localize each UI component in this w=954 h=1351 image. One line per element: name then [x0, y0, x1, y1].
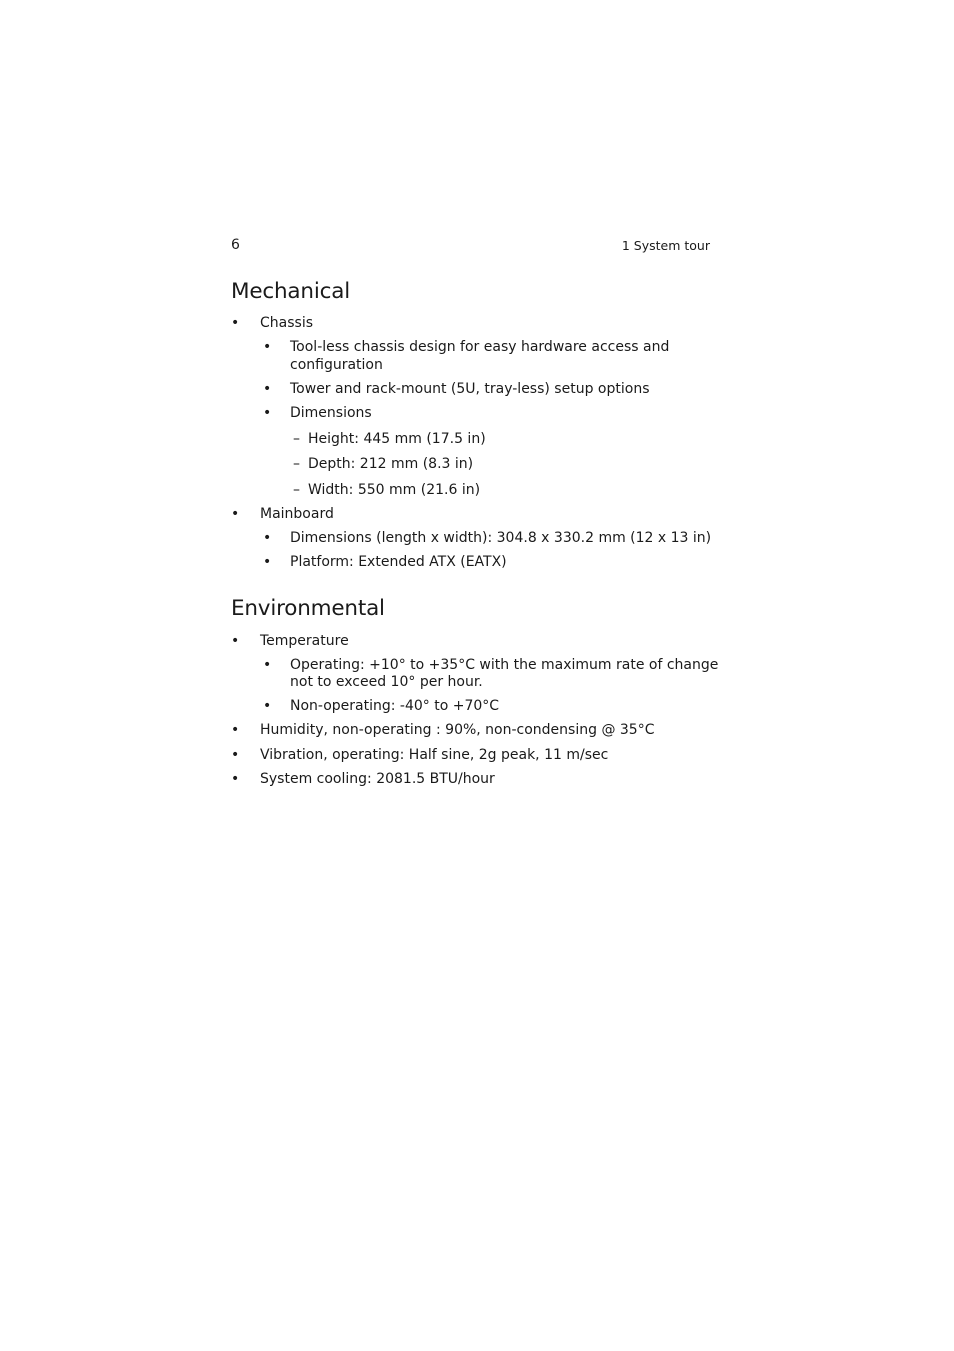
temperature-label: Temperature	[260, 633, 349, 649]
bullet-icon: •	[231, 747, 240, 763]
bullet-icon: •	[231, 315, 240, 331]
mechanical-heading: Mechanical	[231, 279, 350, 304]
bullet-icon: •	[263, 554, 272, 570]
bullet-icon: •	[263, 339, 272, 355]
mainboard-item-dimensions: Dimensions (length x width): 304.8 x 330.2 mm (12 x 13 in)	[290, 530, 712, 546]
humidity-item: Humidity, non-operating : 90%, non-condensing @ 35°C	[260, 722, 655, 738]
chassis-item-toolless-line2: configuration	[290, 357, 383, 373]
dimension-depth: Depth: 212 mm (8.3 in)	[308, 456, 474, 472]
chassis-item-setup: Tower and rack-mount (5U, tray-less) setup options	[290, 381, 650, 397]
temperature-nonoperating: Non-operating: -40° to +70°C	[290, 698, 500, 714]
vibration-item: Vibration, operating: Half sine, 2g peak, 11 m/sec	[260, 747, 609, 763]
chassis-item-toolless-line1: Tool-less chassis design for easy hardware access and	[290, 339, 670, 355]
temperature-operating-line2: not to exceed 10° per hour.	[290, 674, 483, 690]
dash-icon: –	[293, 482, 300, 498]
bullet-icon: •	[231, 633, 240, 649]
dash-icon: –	[293, 431, 300, 447]
chapter-label: 1 System tour	[621, 238, 710, 253]
bullet-icon: •	[263, 405, 272, 421]
environmental-heading: Environmental	[231, 596, 385, 621]
cooling-item: System cooling: 2081.5 BTU/hour	[260, 771, 495, 787]
temperature-operating-line1: Operating: +10° to +35°C with the maximum rate of change	[290, 657, 719, 673]
page-number: 6	[231, 237, 240, 253]
bullet-icon: •	[231, 722, 240, 738]
bullet-icon: •	[263, 530, 272, 546]
bullet-icon: •	[263, 381, 272, 397]
bullet-icon: •	[231, 506, 240, 522]
bullet-icon: •	[263, 657, 272, 673]
dash-icon: –	[293, 456, 300, 472]
bullet-icon: •	[263, 698, 272, 714]
dimension-height: Height: 445 mm (17.5 in)	[308, 431, 486, 447]
chassis-label: Chassis	[260, 315, 313, 331]
dimension-width: Width: 550 mm (21.6 in)	[308, 482, 481, 498]
bullet-icon: •	[231, 771, 240, 787]
chassis-item-dimensions: Dimensions	[290, 405, 372, 421]
mainboard-label: Mainboard	[260, 506, 334, 522]
mainboard-item-platform: Platform: Extended ATX (EATX)	[290, 554, 507, 570]
